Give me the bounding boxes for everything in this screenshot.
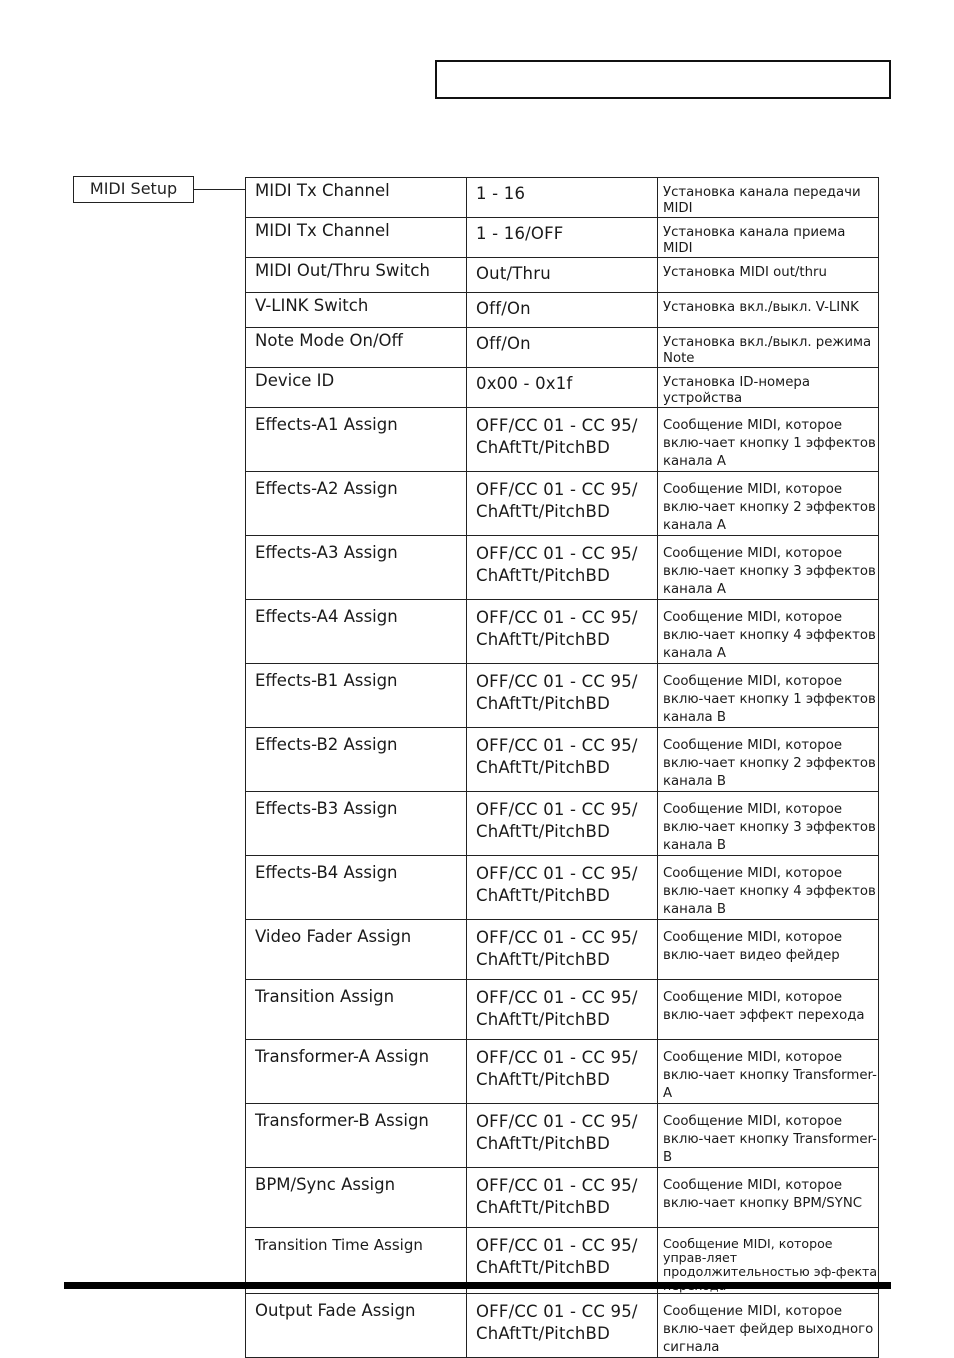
table-row — [246, 920, 879, 980]
param-description: Сообщение MIDI, которое вклю-чает эффект перехода — [658, 980, 879, 1040]
table-row — [246, 792, 879, 856]
param-value: OFF/CC 01 - CC 95/ ChAftTt/PitchBD — [467, 1168, 658, 1228]
param-value: OFF/CC 01 - CC 95/ ChAftTt/PitchBD — [467, 728, 658, 792]
param-description: Установка канала передачи MIDI — [658, 178, 879, 218]
param-name: Transition Time Assign — [246, 1228, 467, 1294]
param-name: Effects-A4 Assign — [246, 600, 467, 664]
table-row — [246, 600, 879, 664]
param-description: Установка вкл./выкл. режима Note — [658, 328, 879, 368]
table-row — [246, 218, 879, 258]
param-name: MIDI Out/Thru Switch — [246, 258, 467, 293]
table-row — [246, 664, 879, 728]
param-description: Сообщение MIDI, которое вклю-чает кнопку 3 эффектов канала A — [658, 536, 879, 600]
param-value: OFF/CC 01 - CC 95/ ChAftTt/PitchBD — [467, 408, 658, 472]
param-name: Transformer-A Assign — [246, 1040, 467, 1104]
table-row — [246, 1294, 879, 1358]
param-name: Transition Assign — [246, 980, 467, 1040]
param-value: 1 - 16 — [467, 178, 658, 218]
param-description: Сообщение MIDI, которое вклю-чает кнопку 1 эффектов канала A — [658, 408, 879, 472]
param-name: Effects-B2 Assign — [246, 728, 467, 792]
param-value: OFF/CC 01 - CC 95/ ChAftTt/PitchBD — [467, 600, 658, 664]
param-value: Out/Thru — [467, 258, 658, 293]
table-row — [246, 536, 879, 600]
param-description: Установка ID-номера устройства — [658, 368, 879, 408]
table-row — [246, 1168, 879, 1228]
param-value: OFF/CC 01 - CC 95/ ChAftTt/PitchBD — [467, 536, 658, 600]
param-description: Сообщение MIDI, которое вклю-чает фейдер выходного сигнала — [658, 1294, 879, 1358]
table-row — [246, 1104, 879, 1168]
param-value: Off/On — [467, 293, 658, 328]
param-name: Transformer-B Assign — [246, 1104, 467, 1168]
footer-rule — [64, 1282, 891, 1289]
page-header-box — [435, 60, 891, 99]
param-description: Сообщение MIDI, которое вклю-чает кнопку 4 эффектов канала B — [658, 856, 879, 920]
param-value: OFF/CC 01 - CC 95/ ChAftTt/PitchBD — [467, 1104, 658, 1168]
param-description: Установка канала приема MIDI — [658, 218, 879, 258]
param-value: OFF/CC 01 - CC 95/ ChAftTt/PitchBD — [467, 792, 658, 856]
param-value: Off/On — [467, 328, 658, 368]
param-value: OFF/CC 01 - CC 95/ ChAftTt/PitchBD — [467, 980, 658, 1040]
param-description: Сообщение MIDI, которое управ-ляет продолжительностью эф-фекта — [658, 1228, 879, 1294]
param-name: Effects-B3 Assign — [246, 792, 467, 856]
param-name: BPM/Sync Assign — [246, 1168, 467, 1228]
param-description: Сообщение MIDI, которое вклю-чает кнопку BPM/SYNC — [658, 1168, 879, 1228]
param-name: Effects-A2 Assign — [246, 472, 467, 536]
table-row — [246, 293, 879, 328]
table-row — [246, 368, 879, 408]
midi-setup-table — [245, 177, 879, 1358]
param-description: Сообщение MIDI, которое вклю-чает кнопку 2 эффектов канала A — [658, 472, 879, 536]
param-description: Установка вкл./выкл. V-LINK — [658, 293, 879, 328]
param-name: Effects-A1 Assign — [246, 408, 467, 472]
param-value: OFF/CC 01 - CC 95/ ChAftTt/PitchBD — [467, 664, 658, 728]
param-name: MIDI Tx Channel — [246, 178, 467, 218]
param-value: OFF/CC 01 - CC 95/ ChAftTt/PitchBD — [467, 920, 658, 980]
param-name: Effects-A3 Assign — [246, 536, 467, 600]
param-name: Note Mode On/Off — [246, 328, 467, 368]
param-description: Установка MIDI out/thru — [658, 258, 879, 293]
param-description: Сообщение MIDI, которое вклю-чает кнопку Transformer-B — [658, 1104, 879, 1168]
table-row — [246, 980, 879, 1040]
param-description: Сообщение MIDI, которое вклю-чает кнопку 4 эффектов канала A — [658, 600, 879, 664]
table-row — [246, 258, 879, 293]
table-row — [246, 856, 879, 920]
param-description: Сообщение MIDI, которое вклю-чает видео фейдер — [658, 920, 879, 980]
param-name: Effects-B1 Assign — [246, 664, 467, 728]
param-name: MIDI Tx Channel — [246, 218, 467, 258]
param-value: 0x00 - 0x1f — [467, 368, 658, 408]
param-description: Сообщение MIDI, которое вклю-чает кнопку 3 эффектов канала B — [658, 792, 879, 856]
table-row — [246, 1040, 879, 1104]
param-description: Сообщение MIDI, которое вклю-чает кнопку 2 эффектов канала B — [658, 728, 879, 792]
param-name: Effects-B4 Assign — [246, 856, 467, 920]
section-label-midi-setup: MIDI Setup — [73, 176, 194, 203]
param-value: OFF/CC 01 - CC 95/ ChAftTt/PitchBD — [467, 1040, 658, 1104]
table-row — [246, 728, 879, 792]
param-name: Device ID — [246, 368, 467, 408]
param-value: 1 - 16/OFF — [467, 218, 658, 258]
param-name: V-LINK Switch — [246, 293, 467, 328]
table-row — [246, 472, 879, 536]
table-row — [246, 178, 879, 218]
table-row — [246, 328, 879, 368]
table-row — [246, 408, 879, 472]
param-name: Video Fader Assign — [246, 920, 467, 980]
param-description: Сообщение MIDI, которое вклю-чает кнопку 1 эффектов канала B — [658, 664, 879, 728]
param-description: Сообщение MIDI, которое вклю-чает кнопку Transformer-A — [658, 1040, 879, 1104]
param-value: OFF/CC 01 - CC 95/ ChAftTt/PitchBD — [467, 472, 658, 536]
param-value: OFF/CC 01 - CC 95/ ChAftTt/PitchBD — [467, 1294, 658, 1358]
param-value: OFF/CC 01 - CC 95/ ChAftTt/PitchBD — [467, 1228, 658, 1294]
param-name: Output Fade Assign — [246, 1294, 467, 1358]
param-value: OFF/CC 01 - CC 95/ ChAftTt/PitchBD — [467, 856, 658, 920]
connector-line — [194, 189, 246, 190]
